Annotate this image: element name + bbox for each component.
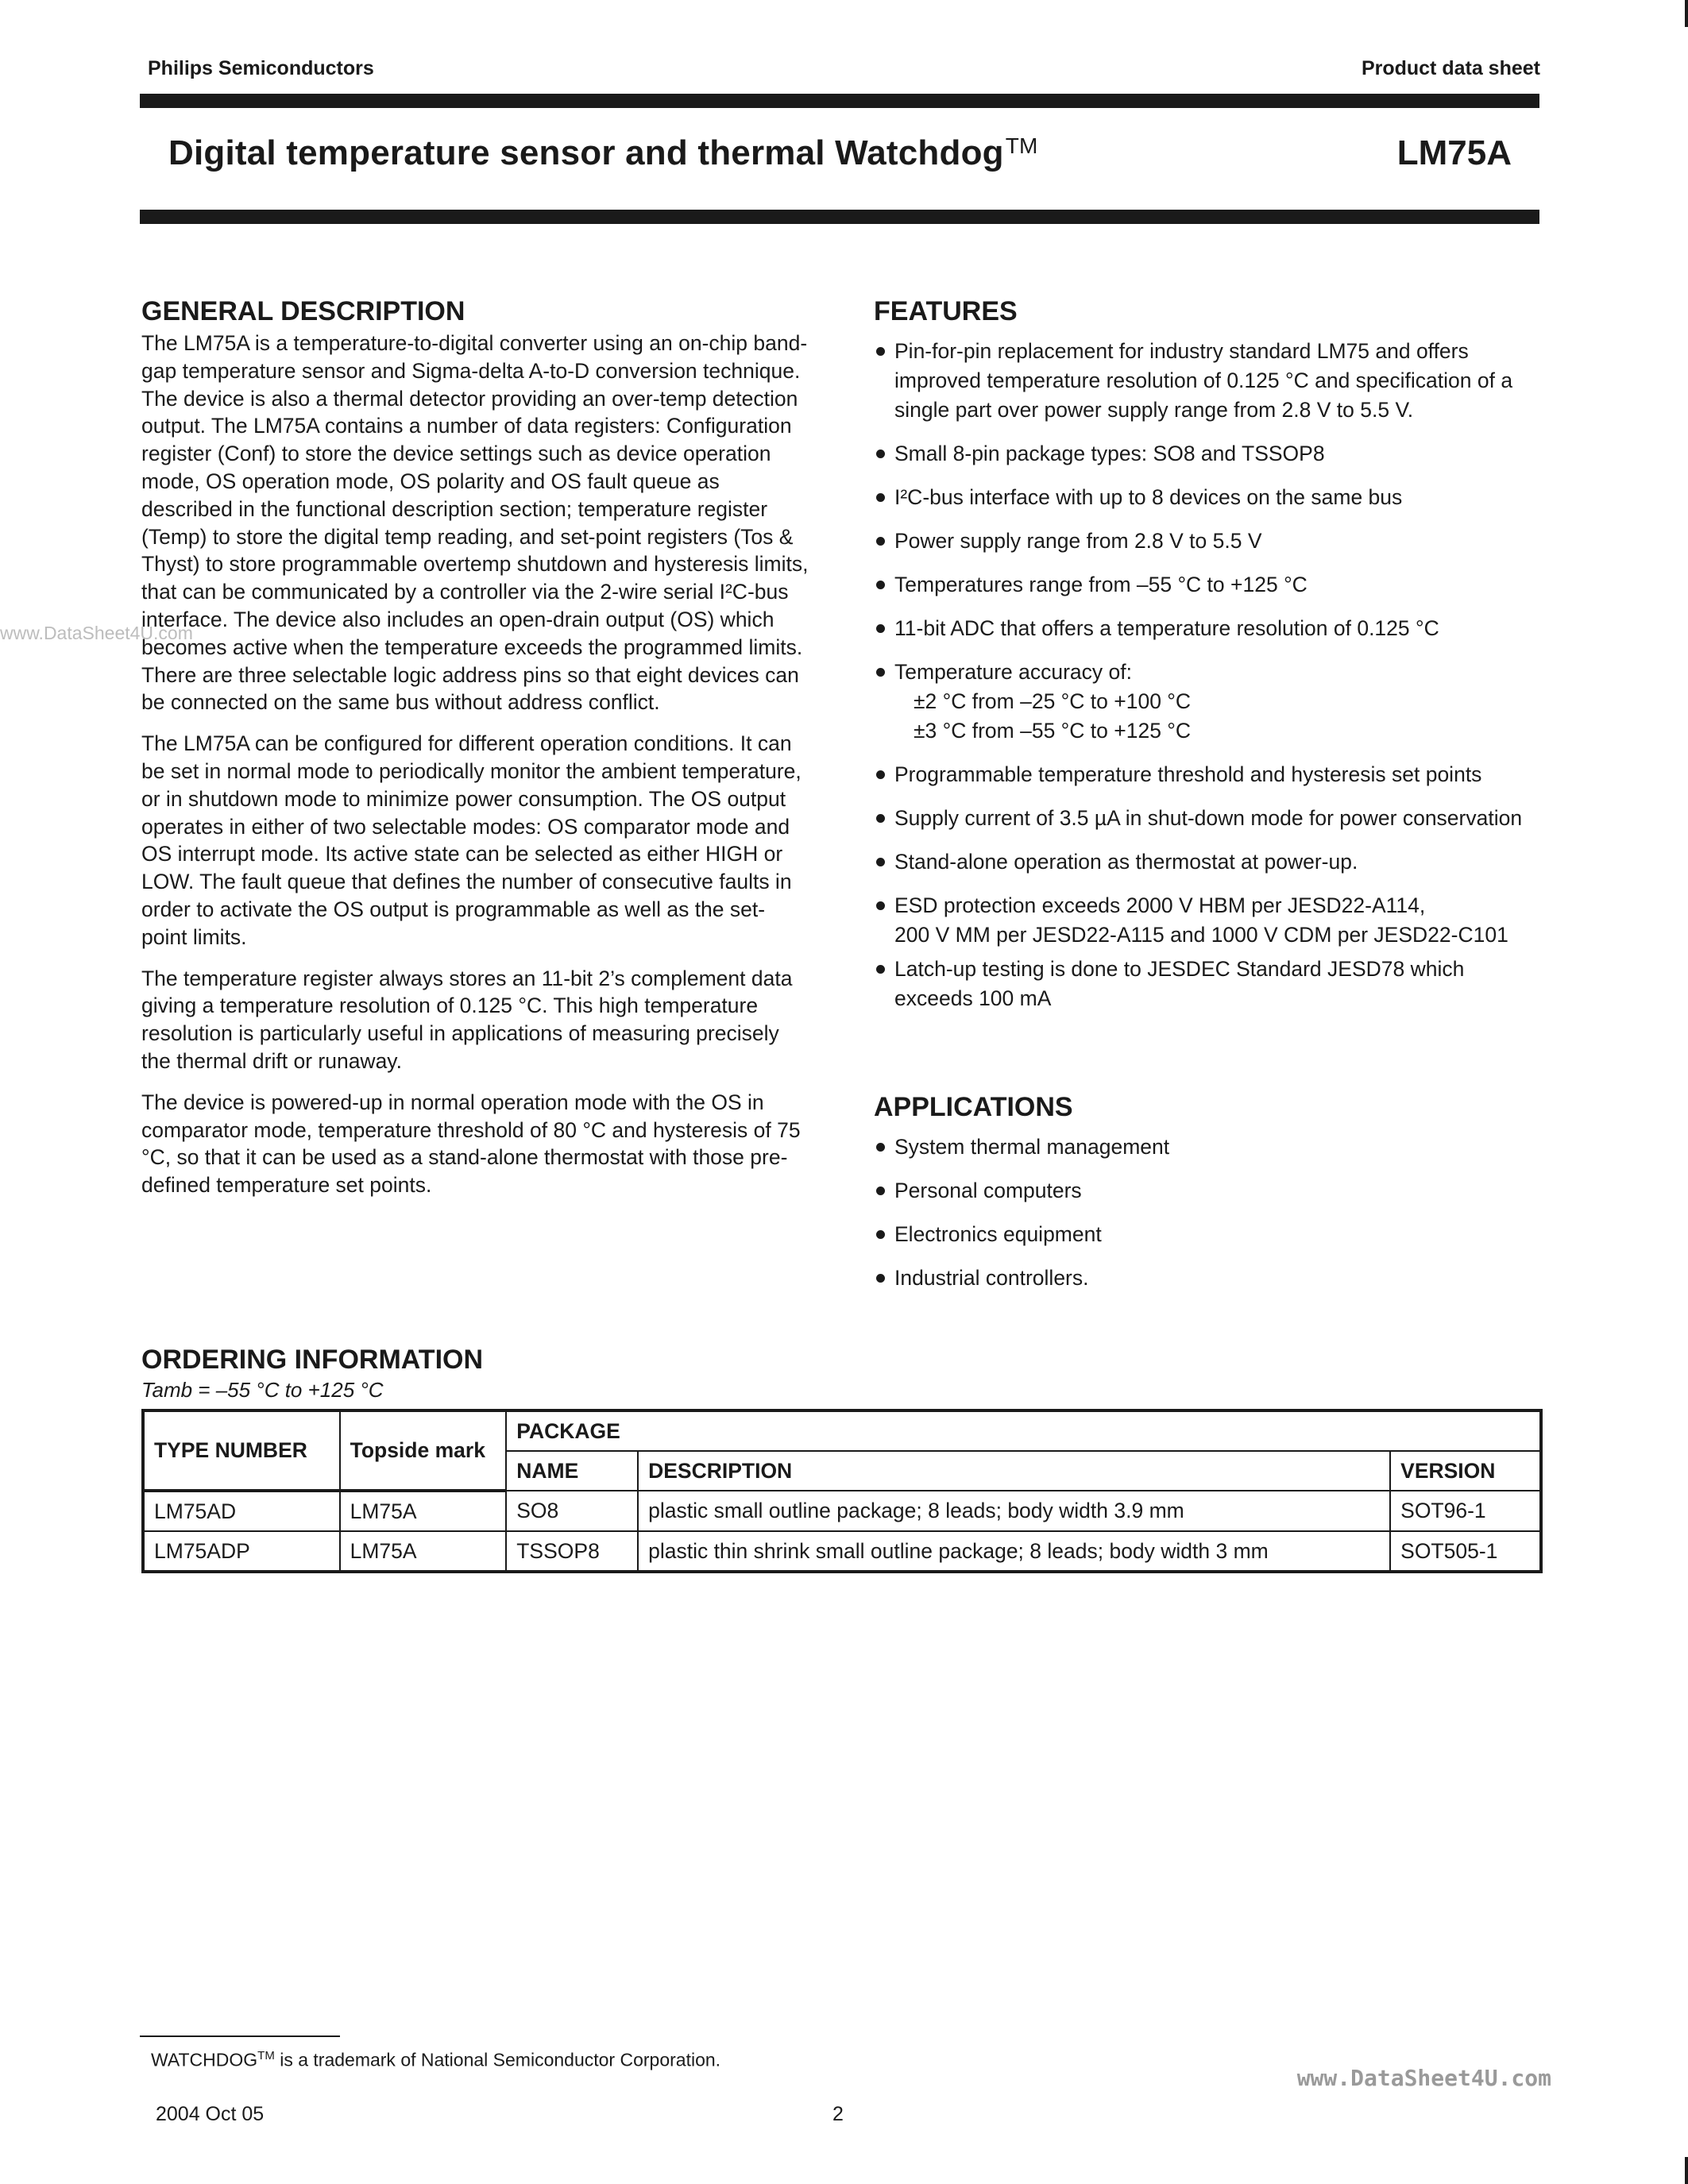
application-text: System thermal management (894, 1135, 1170, 1159)
feature-text: 11-bit ADC that offers a temperature resolution of 0.125 °C (894, 616, 1439, 640)
list-item (874, 1220, 1533, 1249)
bullet-icon (876, 537, 885, 546)
ordering-heading: ORDERING INFORMATION (141, 1345, 484, 1375)
general-description-heading: GENERAL DESCRIPTION (141, 296, 465, 326)
feature-text: Pin-for-pin replacement for industry standard LM75 and offers improved temperature resolution of 0.125 °C and specification of a single part over power supply range from 2.8 V to 5.5 V. (894, 339, 1513, 422)
feature-text: ESD protection exceeds 2000 V HBM per JESD22-A114, (894, 893, 1426, 917)
list-item (874, 1264, 1533, 1293)
col-package: PACKAGE (506, 1410, 1541, 1451)
doc-type: Product data sheet (1361, 57, 1540, 79)
bullet-icon (876, 770, 885, 779)
feature-text: Temperature accuracy of: (894, 660, 1132, 684)
features-heading: FEATURES (874, 296, 1018, 326)
bullet-icon (876, 814, 885, 823)
cell-mark: LM75A (340, 1491, 507, 1531)
cell-name: SO8 (506, 1491, 638, 1531)
list-item (874, 483, 1533, 512)
bullet-icon (876, 450, 885, 458)
cell-name: TSSOP8 (506, 1531, 638, 1572)
table-header-row (143, 1410, 1541, 1451)
cell-version: SOT505-1 (1390, 1531, 1541, 1572)
accuracy-line: ±2 °C from –25 °C to +100 °C (914, 689, 1192, 713)
paragraph: The temperature register always stores an 11-bit 2’s complement data giving a temperature resolution of 0.125 °C. This high temperature resolution is particularly useful in applications of measuring precisely the thermal drift or runaway. (141, 966, 793, 1073)
col-topside-mark: Topside mark (340, 1410, 507, 1491)
general-description-body (141, 330, 810, 1213)
col-version: VERSION (1390, 1451, 1541, 1491)
paragraph: The LM75A can be configured for different operation conditions. It can be set in normal mode to periodically monitor the ambient temperature, or in shutdown mode to minimize power consumption. The OS output operates in either of two selectable modes: OS comparator mode and OS interrupt mode. Its active state can be selected as either HIGH or LOW. The fault queue that defines the number of consecutive faults in order to activate the OS output is programmable as well as the set-point limits. (141, 731, 802, 949)
list-item (874, 955, 1533, 1013)
list-item (874, 614, 1533, 643)
list-item (874, 804, 1533, 833)
list-item (874, 1176, 1533, 1206)
bullet-icon (876, 1143, 885, 1152)
cell-version: SOT96-1 (1390, 1491, 1541, 1531)
application-text: Personal computers (894, 1179, 1082, 1202)
features-list (874, 337, 1533, 1028)
application-text: Electronics equipment (894, 1222, 1102, 1246)
crop-mark (1685, 0, 1688, 27)
col-name: NAME (506, 1451, 638, 1491)
footnote-rule (140, 2035, 340, 2037)
page-title-text: Digital temperature sensor and thermal Watchdog (168, 133, 1004, 172)
feature-text: Programmable temperature threshold and hysteresis set points (894, 762, 1482, 786)
paragraph: The LM75A is a temperature-to-digital converter using an on-chip band-gap temperature sensor and Sigma-delta A-to-D conversion technique. The device is also a thermal detector providing an over-temp detection output. The LM75A contains a number of data registers: Configuration register (Conf) to store the device settings such as device operation mode, OS operation mode, OS polarity and OS fault queue as described in the functional description section; temperature register (Temp) to store the digital temp reading, and set-point registers (Tos & Thyst) to store programmable overtemp shutdown and hysteresis limits, that can be communicated by a controller via the 2-wire serial I²C-bus interface. The device also includes an open-drain output (OS) which becomes active when the temperature exceeds the programmed limits. There are three selectable logic address pins so that eight devices can be connected on the same bus without address conflict. (141, 331, 809, 715)
feature-text: Small 8-pin package types: SO8 and TSSOP8 (894, 442, 1325, 465)
header-rule-top (140, 94, 1539, 108)
list-item (874, 570, 1533, 600)
company-name: Philips Semiconductors (148, 57, 374, 79)
feature-text: Latch-up testing is done to JESDEC Standard JESD78 which exceeds 100 mA (894, 957, 1465, 1010)
page-title (168, 133, 1038, 173)
feature-text: Supply current of 3.5 µA in shut-down mode for power conservation (894, 806, 1523, 830)
footnote (151, 2049, 720, 2071)
bullet-icon (876, 965, 885, 974)
col-type-number: TYPE NUMBER (143, 1410, 340, 1491)
list-item (874, 1133, 1533, 1162)
bullet-icon (876, 668, 885, 677)
paragraph: The device is powered-up in normal operation mode with the OS in comparator mode, temperature threshold of 80 °C and hysteresis of 75 °C, so that it can be used as a stand-alone thermostat with those pre-defined temperature set points. (141, 1090, 801, 1198)
footnote-rest: is a trademark of National Semiconductor Corporation. (274, 2049, 721, 2070)
bullet-icon (876, 901, 885, 910)
list-item (874, 891, 1533, 950)
bullet-icon (876, 858, 885, 866)
col-description: DESCRIPTION (638, 1451, 1390, 1491)
cell-mark: LM75A (340, 1531, 507, 1572)
list-item (874, 847, 1533, 877)
page-number: 2 (832, 2103, 844, 2125)
cell-description: plastic thin shrink small outline package; 8 leads; body width 3 mm (638, 1531, 1390, 1572)
list-item (874, 760, 1533, 789)
cell-description: plastic small outline package; 8 leads; body width 3.9 mm (638, 1491, 1390, 1531)
footer-date: 2004 Oct 05 (156, 2103, 265, 2125)
feature-text: Power supply range from 2.8 V to 5.5 V (894, 529, 1262, 553)
applications-list (874, 1133, 1533, 1307)
bullet-icon (876, 1187, 885, 1195)
bullet-icon (876, 347, 885, 356)
cell-type: LM75ADP (143, 1531, 340, 1572)
part-number: LM75A (1396, 133, 1512, 172)
feature-text: Stand-alone operation as thermostat at power-up. (894, 850, 1358, 874)
applications-heading: APPLICATIONS (874, 1092, 1073, 1122)
bullet-icon (876, 493, 885, 502)
table-row (143, 1491, 1541, 1531)
crop-mark (1685, 2157, 1688, 2184)
watermark-left: www.DataSheet4U.com (0, 623, 193, 643)
footnote-term: WATCHDOG (151, 2049, 258, 2070)
table-row (143, 1531, 1541, 1572)
feature-text-continued: 200 V MM per JESD22-A115 and 1000 V CDM per JESD22-C101 (894, 923, 1508, 947)
footnote-tm: TM (257, 2049, 275, 2062)
feature-text: I²C-bus interface with up to 8 devices on the same bus (894, 485, 1403, 509)
list-item (874, 658, 1533, 746)
trademark-mark: TM (1005, 133, 1038, 158)
cell-type: LM75AD (143, 1491, 340, 1531)
header-rule-bottom (140, 210, 1539, 224)
bullet-icon (876, 624, 885, 633)
watermark-bottom: www.DataSheet4U.com (1296, 2065, 1551, 2091)
ordering-table (141, 1409, 1543, 1573)
list-item (874, 439, 1533, 469)
list-item (874, 337, 1533, 425)
bullet-icon (876, 1274, 885, 1283)
bullet-icon (876, 1230, 885, 1239)
application-text: Industrial controllers. (894, 1266, 1089, 1290)
bullet-icon (876, 581, 885, 589)
feature-text: Temperatures range from –55 °C to +125 °C (894, 573, 1308, 596)
temperature-condition: Tamb = –55 °C to +125 °C (141, 1378, 384, 1402)
list-item (874, 527, 1533, 556)
accuracy-line: ±3 °C from –55 °C to +125 °C (914, 719, 1192, 743)
